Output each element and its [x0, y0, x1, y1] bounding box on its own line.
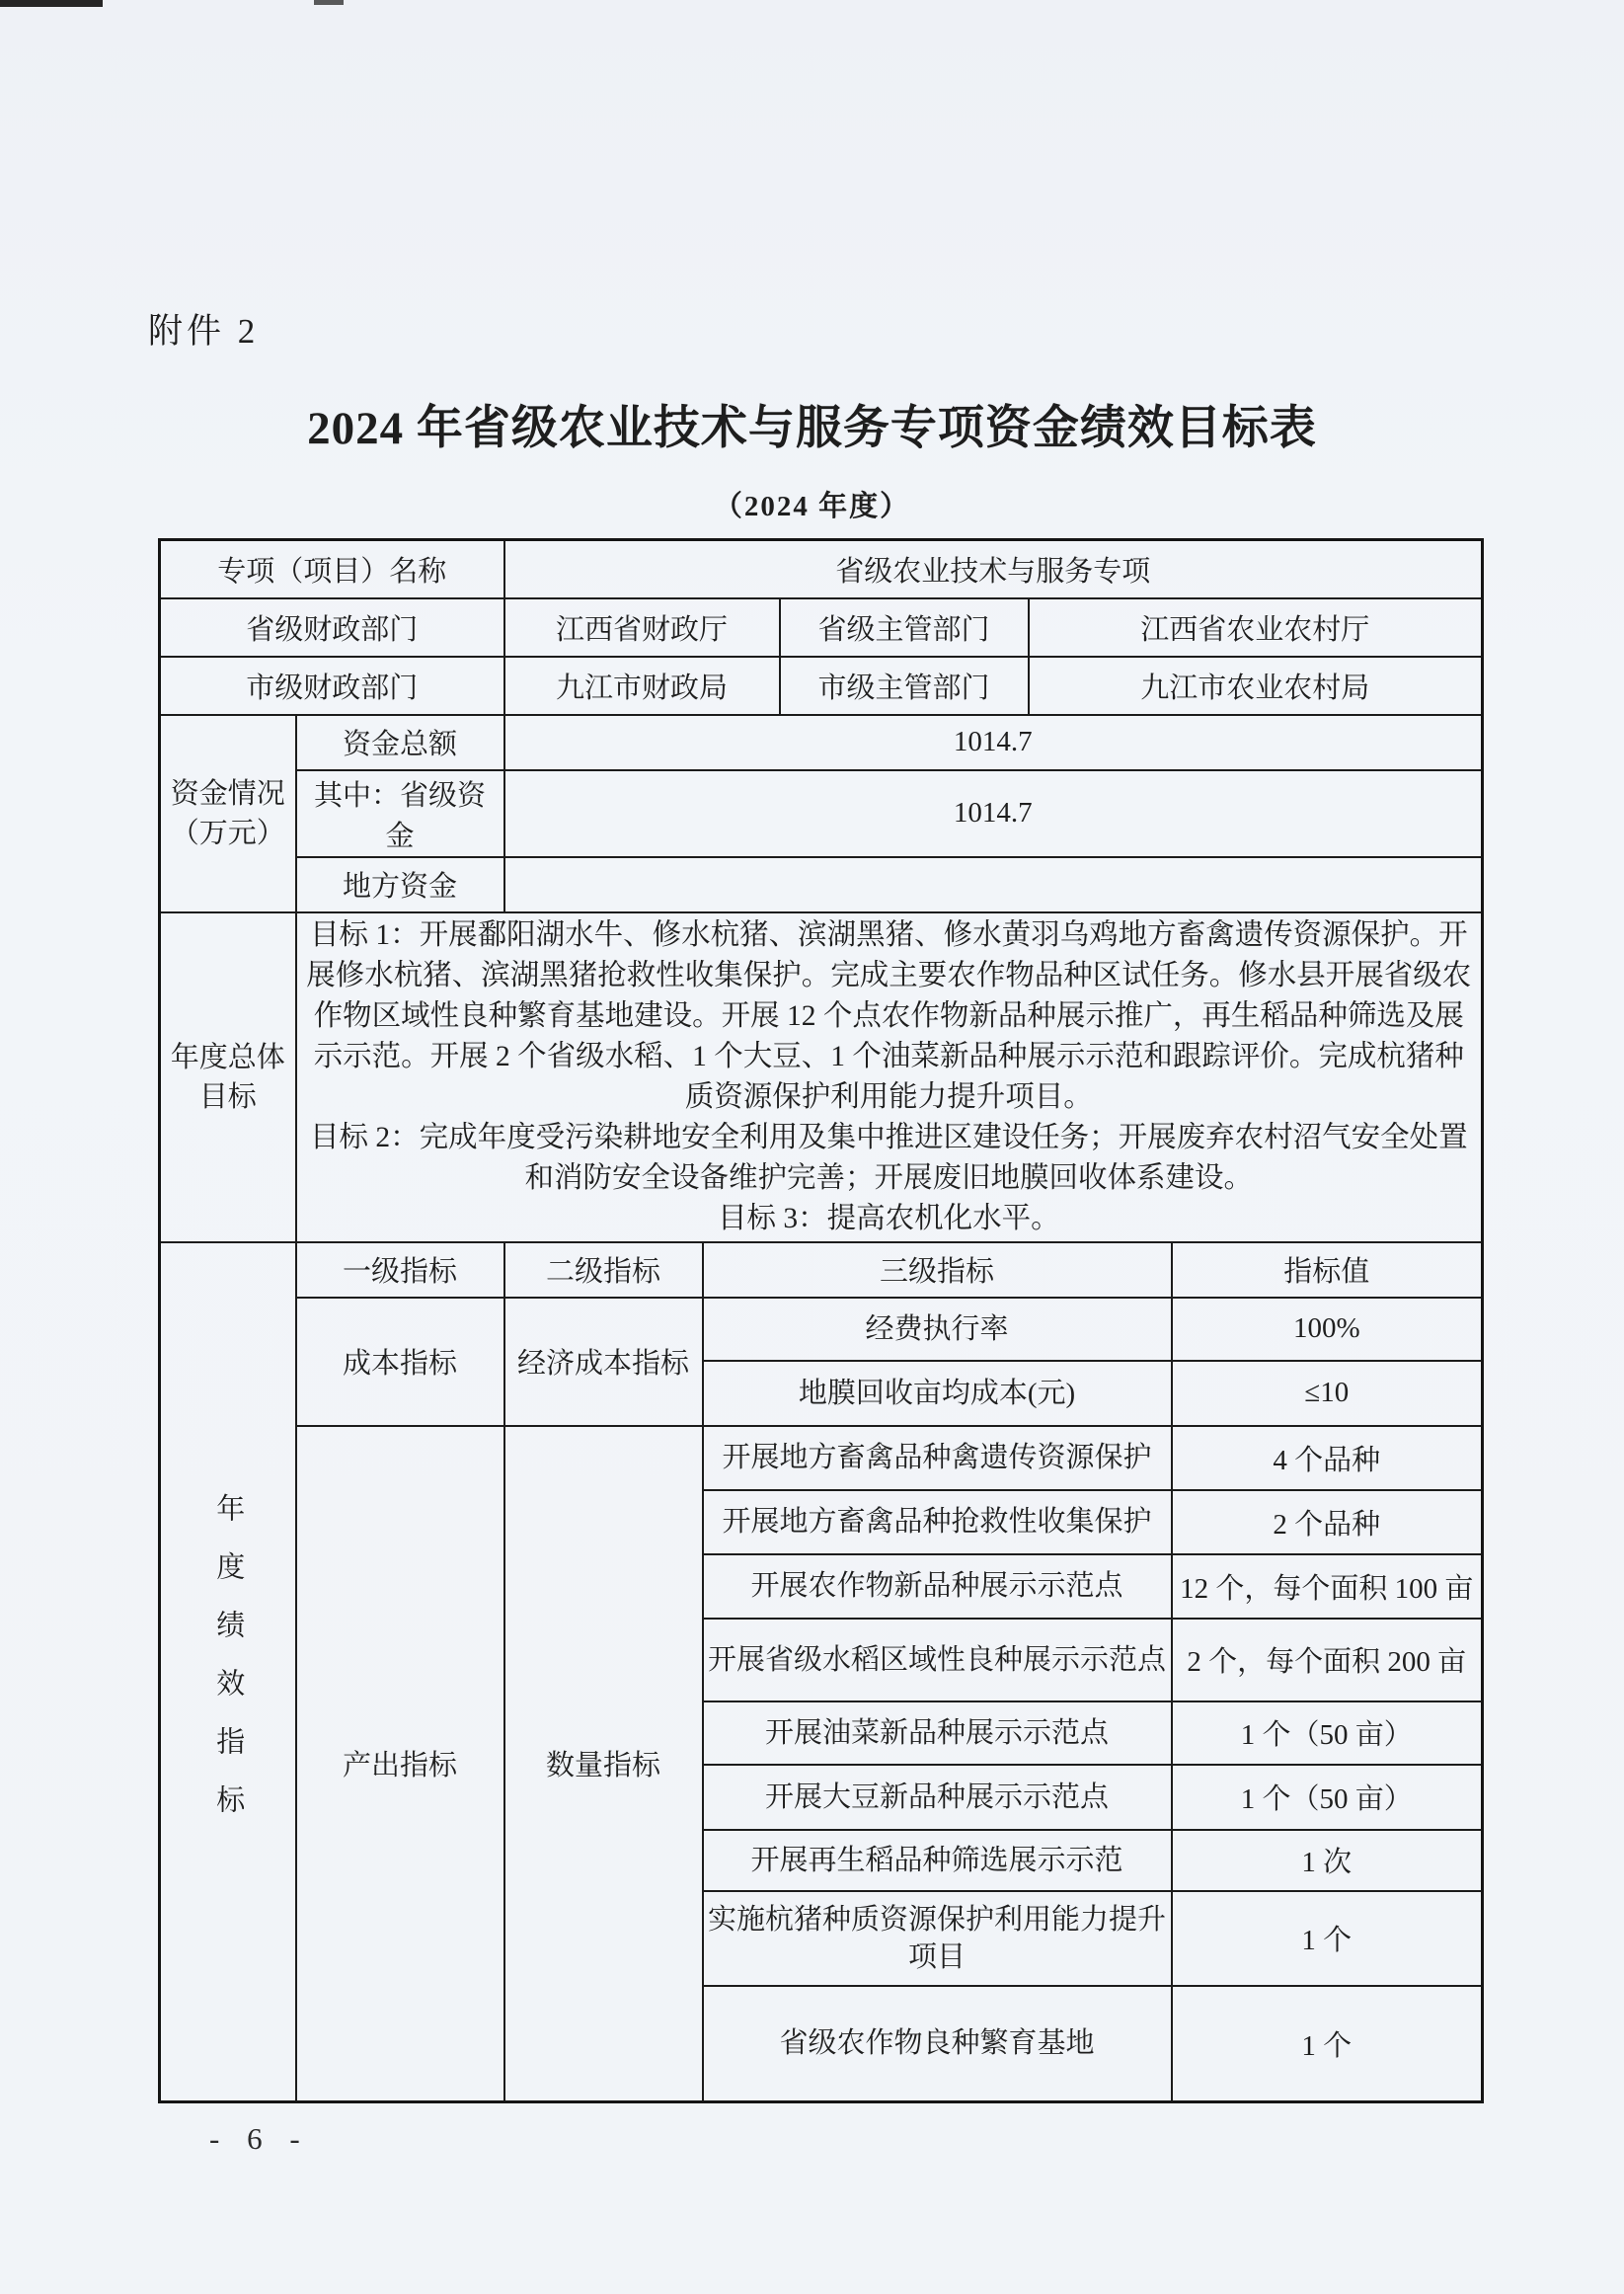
performance-target-table	[158, 538, 1484, 2103]
scan-artifact-top-smudge	[314, 0, 344, 5]
indicator-value: ≤10	[1172, 1361, 1483, 1426]
funds-local-value	[504, 857, 1483, 912]
table-row	[160, 770, 1483, 857]
annual-goals-text	[296, 912, 1483, 1242]
funds-group-label	[160, 715, 296, 912]
indicator-name: 开展地方畜禽品种抢救性收集保护	[703, 1490, 1172, 1554]
scan-artifact-top-left	[0, 0, 103, 7]
cost-level2: 经济成本指标	[504, 1298, 703, 1426]
indicator-value: 1 个（50 亩）	[1172, 1765, 1483, 1830]
funds-total-label: 资金总额	[296, 715, 504, 770]
indicator-name: 省级农作物良种繁育基地	[703, 1986, 1172, 2102]
header-value: 指标值	[1172, 1242, 1483, 1298]
funds-group-label-line1: 资金情况	[170, 777, 285, 810]
table-row	[160, 1426, 1483, 1490]
annual-goals-label-line1: 年度总体	[170, 1041, 285, 1073]
cost-level1: 成本指标	[296, 1298, 504, 1426]
table-row	[160, 598, 1483, 657]
table-row	[160, 715, 1483, 770]
indicator-name: 开展地方畜禽品种禽遗传资源保护	[703, 1426, 1172, 1490]
provincial-finance-value: 江西省财政厅	[504, 598, 780, 657]
goal-paragraph-3: 目标 3：提高农机化水平。	[717, 1202, 1060, 1234]
header-level2: 二级指标	[504, 1242, 703, 1298]
indicator-name: 地膜回收亩均成本(元)	[703, 1361, 1172, 1426]
funds-provincial-label: 其中：省级资金	[296, 770, 504, 857]
indicator-value: 1 个（50 亩）	[1172, 1701, 1483, 1765]
indicator-value: 1 个	[1172, 1891, 1483, 1986]
indicators-group-label-text: 年度绩效指标	[212, 1492, 245, 1843]
indicator-value: 4 个品种	[1172, 1426, 1483, 1490]
indicator-value: 1 个	[1172, 1986, 1483, 2102]
indicator-name: 经费执行率	[703, 1298, 1172, 1361]
goal-paragraph-1: 目标 1：开展鄱阳湖水牛、修水杭猪、滨湖黑猪、修水黄羽乌鸡地方畜禽遗传资源保护。开展修水杭猪、滨湖黑猪抢救性收集保护。完成主要农作物品种区试任务。修水县开展省级农作物区域性良种繁育基地建设。开展 12 个点农作物新品种展示推广，再生稻品种筛选及展示示范。开展 2 个省级水稻、1 个大豆、1 个油菜新品种展示示范和跟踪评价。完成杭猪种质资源保护利用能力提升项目。	[306, 918, 1472, 1113]
indicator-name: 实施杭猪种质资源保护利用能力提升项目	[703, 1891, 1172, 1986]
attachment-label: 附件 2	[148, 312, 260, 351]
indicator-value: 2 个品种	[1172, 1490, 1483, 1554]
table-row	[160, 1298, 1483, 1361]
indicator-value: 1 次	[1172, 1830, 1483, 1891]
indicator-name: 开展再生稻品种筛选展示示范	[703, 1830, 1172, 1891]
project-name-value: 省级农业技术与服务专项	[504, 540, 1483, 598]
project-name-label: 专项（项目）名称	[160, 540, 504, 598]
city-dept-value: 九江市农业农村局	[1029, 657, 1483, 715]
indicator-name: 开展大豆新品种展示示范点	[703, 1765, 1172, 1830]
annual-goals-label	[160, 912, 296, 1242]
city-dept-label: 市级主管部门	[780, 657, 1029, 715]
funds-local-label: 地方资金	[296, 857, 504, 912]
indicator-value: 100%	[1172, 1298, 1483, 1361]
document-title: 2024 年省级农业技术与服务专项资金绩效目标表	[307, 403, 1317, 454]
indicator-value: 12 个，每个面积 100 亩	[1172, 1554, 1483, 1619]
header-level3: 三级指标	[703, 1242, 1172, 1298]
indicator-name: 开展油菜新品种展示示范点	[703, 1701, 1172, 1765]
provincial-dept-label: 省级主管部门	[780, 598, 1029, 657]
city-finance-label: 市级财政部门	[160, 657, 504, 715]
annual-goals-label-line2: 目标	[198, 1080, 257, 1113]
funds-total-value: 1014.7	[504, 715, 1483, 770]
page-number: - 6 -	[209, 2121, 310, 2156]
table-row	[160, 912, 1483, 1242]
output-level1: 产出指标	[296, 1426, 504, 2102]
provincial-dept-value: 江西省农业农村厅	[1029, 598, 1483, 657]
goal-paragraph-2: 目标 2：完成年度受污染耕地安全利用及集中推进区建设任务；开展废弃农村沼气安全处置和消防安全设备维护完善；开展废旧地膜回收体系建设。	[309, 1121, 1468, 1194]
funds-group-label-line2: （万元）	[170, 817, 285, 849]
table-row	[160, 1242, 1483, 1298]
table-row	[160, 857, 1483, 912]
provincial-finance-label: 省级财政部门	[160, 598, 504, 657]
indicators-group-label	[160, 1242, 296, 2102]
header-level1: 一级指标	[296, 1242, 504, 1298]
indicator-value: 2 个，每个面积 200 亩	[1172, 1619, 1483, 1701]
document-subtitle: （2024 年度）	[713, 491, 911, 522]
table-row	[160, 657, 1483, 715]
indicator-name: 开展省级水稻区域性良种展示示范点	[703, 1619, 1172, 1701]
table-row	[160, 540, 1483, 598]
city-finance-value: 九江市财政局	[504, 657, 780, 715]
indicator-name: 开展农作物新品种展示示范点	[703, 1554, 1172, 1619]
funds-provincial-value: 1014.7	[504, 770, 1483, 857]
output-level2: 数量指标	[504, 1426, 703, 2102]
